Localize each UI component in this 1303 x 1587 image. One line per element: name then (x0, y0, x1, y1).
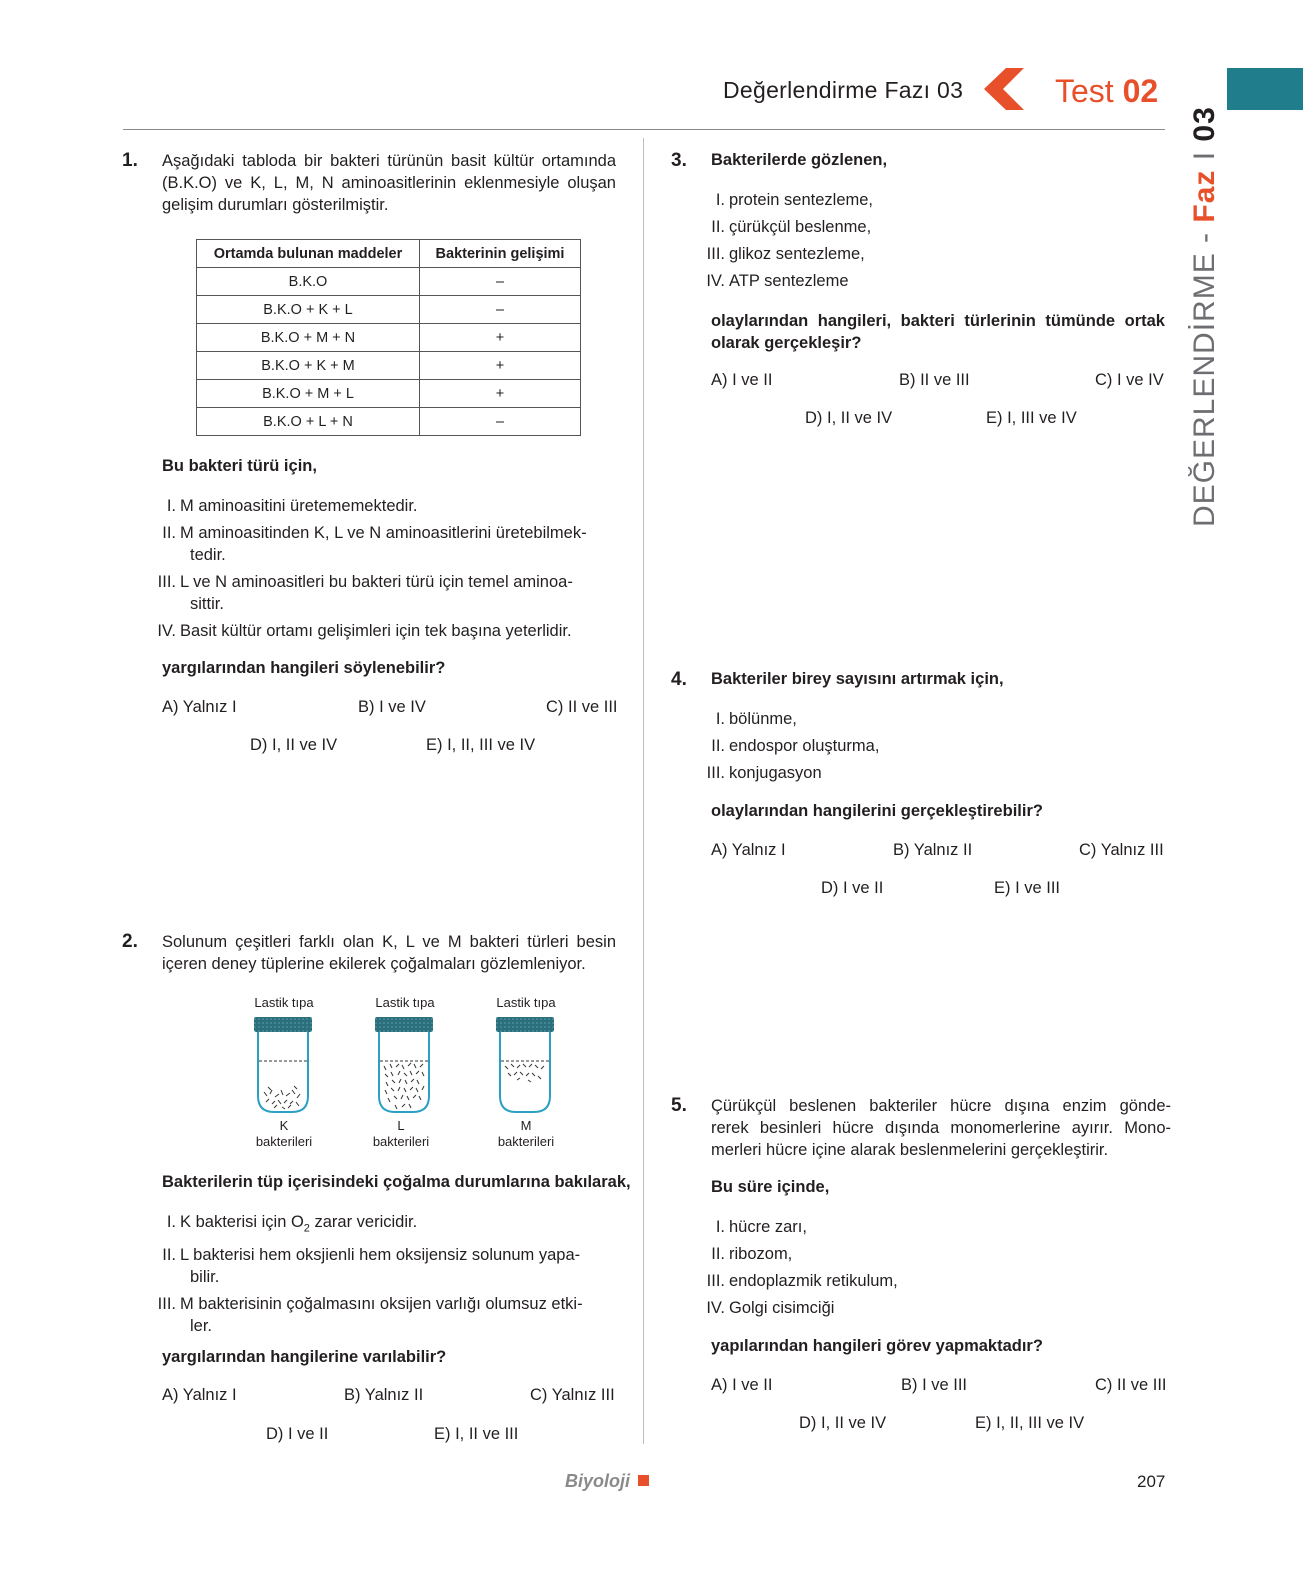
table-cell: B.K.O + K + L (197, 296, 420, 324)
statement-item: III. endoplazmik retikulum, (706, 1272, 898, 1290)
statement-list (699, 708, 879, 784)
statement-item: I. hücre zarı, (715, 1218, 807, 1236)
table-cell: + (420, 352, 581, 380)
question-text: Aşağıdaki tabloda bir bakteri türünün basit kültür ortamında (B.K.O) ve K, L, M, N aminoasitlerinin eklenmesiyle oluşan gelişim durumları gösterilmiştir. (162, 152, 616, 214)
table-cell: – (420, 296, 581, 324)
statement-item: II. endospor oluşturma, (711, 737, 880, 755)
option-a[interactable]: A) I ve II (711, 1376, 773, 1394)
statement-item: I. bölünme, (715, 710, 797, 728)
option-b[interactable]: B) I ve III (901, 1376, 968, 1394)
option-e[interactable]: E) I, II, III ve IV (975, 1414, 1085, 1432)
column-divider (643, 138, 644, 1444)
option-c[interactable]: C) I ve IV (1095, 371, 1164, 389)
option-b[interactable]: B) Yalnız II (893, 841, 973, 859)
statement-item: IV. ATP sentezleme (706, 272, 849, 290)
question-prompt: yargılarından hangilerine varılabilir? (162, 1348, 447, 1366)
table-row (197, 380, 581, 408)
side-main: DEĞERLENDİRME - (1188, 222, 1221, 527)
question-prompt: olaylarından hangileri, bakteri türlerinin tümünde ortak olarak gerçekleşir? (711, 312, 1165, 352)
option-c[interactable]: C) Yalnız III (530, 1386, 615, 1404)
table-row (197, 296, 581, 324)
option-d[interactable]: D) I, II ve IV (250, 736, 338, 754)
option-a[interactable]: A) Yalnız I (162, 698, 237, 716)
option-d[interactable]: D) I, II ve IV (799, 1414, 887, 1432)
statement-item: III. M bakterisinin çoğalmasını oksijen varlığı olumsuz etki- ler. (157, 1295, 583, 1336)
statement-item: II. çürükçül beslenme, (711, 218, 872, 236)
table-row (197, 408, 581, 436)
statement-list (699, 189, 873, 292)
header-title: Değerlendirme Fazı 03 (723, 77, 964, 103)
statement-item: IV. Basit kültür ortamı gelişimleri için tek başına yeterlidir. (157, 622, 572, 640)
chevron-left-icon (982, 66, 1026, 112)
side-label (1188, 106, 1222, 527)
question-number: 3. (671, 150, 687, 171)
side-separator: I (1188, 141, 1221, 170)
statement-list (150, 1211, 620, 1337)
question-text: Solunum çeşitleri farklı olan K, L ve M bakteri türleri besin içeren deney tüplerine ekilerek çoğalmaları gözlemleniyor. (162, 933, 616, 973)
question-lead: Bu bakteri türü için, (162, 457, 317, 475)
tube-m (496, 1017, 554, 1112)
option-d[interactable]: D) I ve II (821, 879, 884, 897)
page-number: 207 (1137, 1472, 1166, 1491)
option-e[interactable]: E) I, II, III ve IV (426, 736, 536, 754)
tube-label: M bakterileri (497, 1118, 555, 1149)
statement-item: I. K bakterisi için $O_2$ zarar vericidir. (166, 1213, 418, 1235)
footer-square-icon (638, 1475, 649, 1486)
tube-cap-label: Lastik tıpa (254, 995, 314, 1010)
option-b[interactable]: B) Yalnız II (344, 1386, 424, 1404)
table-row (197, 324, 581, 352)
tube-l (375, 1017, 433, 1112)
tube-label: L bakterileri (372, 1118, 430, 1149)
table-cell: B.K.O + M + N (197, 324, 420, 352)
table-cell: B.K.O + L + N (197, 408, 420, 436)
statement-item: III. konjugasyon (706, 764, 822, 782)
question-number: 1. (122, 150, 138, 171)
table-cell: B.K.O (197, 268, 420, 296)
question-text: Çürükçül beslenen bakteriler hücre dışına enzim gönde- rerek besinleri hücre dışında monomerlerine ayırır. Mono- merleri hücre içine alarak beslenmelerini gerçekleştirir. (711, 1097, 1171, 1159)
option-e[interactable]: E) I ve III (994, 879, 1061, 897)
test-number: 02 (1122, 73, 1159, 109)
statement-list (150, 495, 620, 642)
tube-cap-label: Lastik tıpa (496, 995, 556, 1010)
statement-list (699, 1216, 898, 1319)
option-a[interactable]: A) I ve II (711, 371, 773, 389)
statement-item: II. ribozom, (711, 1245, 793, 1263)
option-c[interactable]: C) II ve III (546, 698, 618, 716)
statement-item: II. M aminoasitinden K, L ve N aminoasitlerini üretebilmek- tedir. (162, 524, 587, 564)
question-prompt: yargılarından hangileri söylenebilir? (162, 659, 446, 677)
option-e[interactable]: E) I, III ve IV (986, 409, 1077, 427)
option-e[interactable]: E) I, II ve III (434, 1425, 519, 1443)
option-b[interactable]: B) I ve IV (358, 698, 426, 716)
tube-k (254, 1017, 312, 1112)
statement-item: III. L ve N aminoasitleri bu bakteri türü için temel aminoa- sittir. (157, 573, 573, 613)
tube-cap-label: Lastik tıpa (375, 995, 435, 1010)
table-cell: + (420, 380, 581, 408)
option-b[interactable]: B) II ve III (899, 371, 970, 389)
table-row (197, 352, 581, 380)
option-d[interactable]: D) I ve II (266, 1425, 329, 1443)
tube-label: K bakterileri (255, 1118, 313, 1149)
growth-table (196, 239, 581, 436)
side-number: 03 (1188, 106, 1221, 142)
question-lead: Bu süre içinde, (711, 1178, 830, 1196)
test-tubes-figure (250, 1014, 560, 1120)
question-number: 4. (671, 669, 687, 690)
option-a[interactable]: A) Yalnız I (162, 1386, 237, 1404)
statement-item: III. glikoz sentezleme, (706, 245, 865, 263)
test-badge (1055, 73, 1158, 110)
statement-item: II. L bakterisi hem oksjienli hem oksijensiz solunum yapa- bilir. (162, 1246, 581, 1287)
option-a[interactable]: A) Yalnız I (711, 841, 786, 859)
table-row (197, 268, 581, 296)
question-lead: Bakterilerde gözlenen, (711, 151, 888, 169)
table-cell: + (420, 324, 581, 352)
question-lead: Bakterilerin tüp içerisindeki çoğalma durumlarına bakılarak, (162, 1173, 631, 1191)
header-tab (1227, 68, 1303, 110)
option-d[interactable]: D) I, II ve IV (805, 409, 893, 427)
table-header-cell: Ortamda bulunan maddeler (197, 240, 420, 268)
header-rule (123, 129, 1165, 130)
question-number: 2. (122, 931, 138, 952)
option-c[interactable]: C) II ve III (1095, 1376, 1167, 1394)
table-cell: – (420, 408, 581, 436)
test-label: Test (1055, 73, 1114, 109)
question-prompt: yapılarından hangileri görev yapmaktadır? (711, 1337, 1043, 1355)
table-cell: B.K.O + K + M (197, 352, 420, 380)
statement-item: I. M aminoasitini üretememektedir. (166, 497, 418, 515)
table-cell: – (420, 268, 581, 296)
table-header-row (197, 240, 581, 268)
table-header-cell: Bakterinin gelişimi (420, 240, 581, 268)
question-prompt: olaylarından hangilerini gerçekleştirebilir? (711, 802, 1043, 820)
table-cell: B.K.O + M + L (197, 380, 420, 408)
statement-item: I. protein sentezleme, (715, 191, 873, 209)
option-c[interactable]: C) Yalnız III (1079, 841, 1164, 859)
statement-item: IV. Golgi cisimciği (706, 1299, 835, 1317)
question-number: 5. (671, 1095, 687, 1116)
faz-logo: Faz (1188, 169, 1221, 223)
question-lead: Bakteriler birey sayısını artırmak için, (711, 670, 1004, 688)
footer-subject: Biyoloji (565, 1471, 631, 1491)
